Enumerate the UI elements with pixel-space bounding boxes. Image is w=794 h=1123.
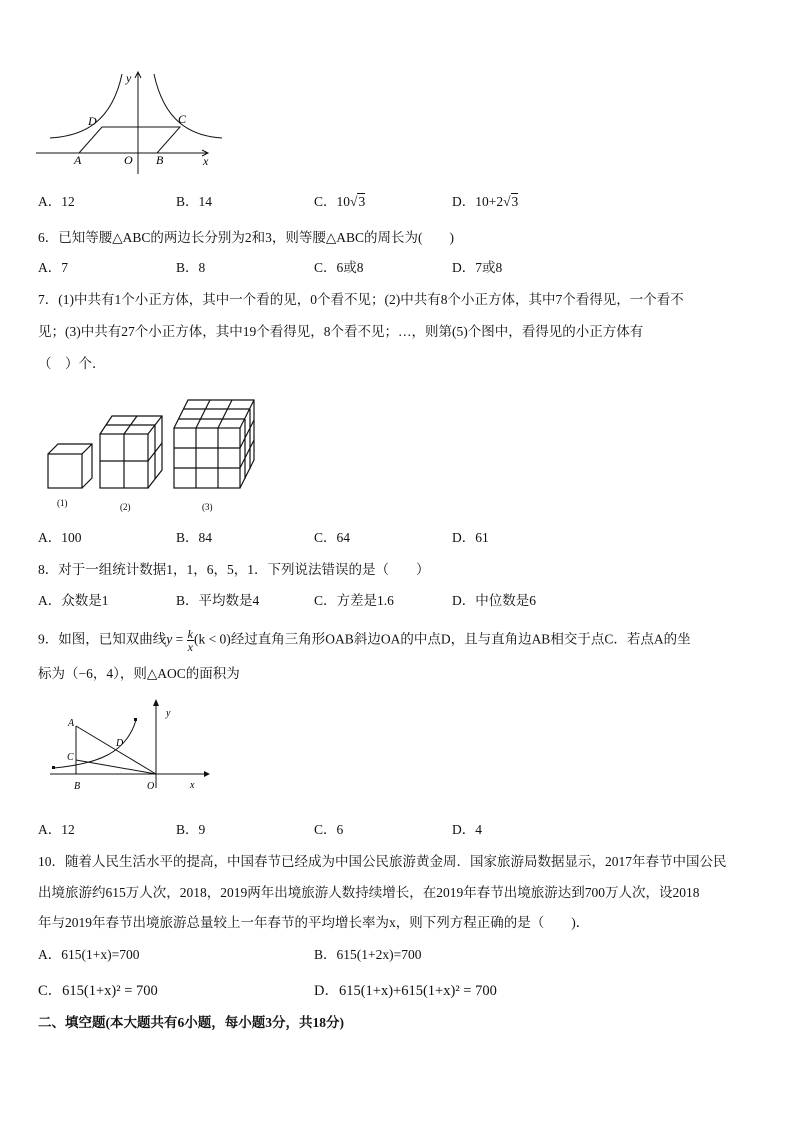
cube-1 <box>48 444 92 488</box>
cube-label-3: (3) <box>202 502 213 512</box>
q6-option-d[interactable]: D．7或8 <box>452 260 503 275</box>
curve-endpoint-left <box>52 766 55 769</box>
q9-suffix: 经过直角三角形OAB斜边OA的中点D，且与直角边AB相交于点C．若点A的坐 <box>230 631 691 647</box>
q5-option-c-radicand: 3 <box>358 194 366 209</box>
section-2-heading: 二、填空题(本大题共有6小题，每小题3分，共18分) <box>38 1015 344 1030</box>
cube-2 <box>100 416 162 488</box>
label-o: O <box>124 153 133 167</box>
cube-label-1: (1) <box>57 498 68 508</box>
q5-option-c-text: C．10 <box>314 194 351 209</box>
q9-frac-num: k <box>187 627 193 641</box>
label-x: x <box>190 780 195 791</box>
q5-figure <box>30 66 230 176</box>
q7-option-d[interactable]: D．61 <box>452 530 489 545</box>
q6-stem: 6．已知等腰△ABC的两边长分别为2和3，则等腰△ABC的周长为( ) <box>38 230 455 245</box>
q9-line1: 9．如图，已知双曲线y = $\frac{k}{x}$ (k < 0)经过直角三角形OAB斜边OA的中点D，且与直角边AB相交于点C．若点A的坐 <box>38 627 691 654</box>
label-b: B <box>156 153 164 167</box>
q5-option-d[interactable] <box>452 192 518 212</box>
q9-option-a[interactable]: A．12 <box>38 822 75 837</box>
q5-option-d-radicand: 3 <box>511 194 519 209</box>
q7-cubes-figure <box>40 392 280 520</box>
q7-option-c[interactable]: C．64 <box>314 530 351 545</box>
q5-option-d-text: D．10+2 <box>452 194 504 209</box>
left-hyperbola-branch <box>50 74 122 138</box>
curve-endpoint-right <box>134 718 137 721</box>
q10-line3: 年与2019年春节出境旅游总量较上一年春节的平均增长率为x，则下列方程正确的是（ )． <box>38 915 590 930</box>
cube-3 <box>174 400 254 488</box>
q7-line3: （ ）个． <box>38 356 106 371</box>
q5-option-b[interactable]: B．14 <box>176 194 213 209</box>
q9-option-b[interactable]: B．9 <box>176 822 206 837</box>
cube-label-2: (2) <box>120 502 131 512</box>
q7-option-a[interactable]: A．100 <box>38 530 82 545</box>
right-hyperbola-branch <box>154 74 222 138</box>
q7-line1: 7．(1)中共有1个小正方体，其中一个看的见，0个看不见；(2)中共有8个小正方体，其中7个看得见，一个看不 <box>38 292 684 307</box>
q8-option-a[interactable]: A．众数是1 <box>38 593 109 608</box>
q9-figure <box>46 696 216 796</box>
x-axis-arrow <box>204 771 210 777</box>
label-c: C <box>178 112 187 126</box>
q9-y-equals: y <box>166 631 173 647</box>
label-d: D <box>88 114 97 128</box>
label-a: A <box>74 153 82 167</box>
q8-option-b[interactable]: B．平均数是4 <box>176 593 260 608</box>
label-y: y <box>126 71 132 85</box>
label-d: D <box>116 738 124 749</box>
label-a: A <box>68 718 75 729</box>
q9-option-d[interactable]: D．4 <box>452 822 482 837</box>
q10-line1: 10．随着人民生活水平的提高，中国春节已经成为中国公民旅游黄金周．国家旅游局数据显示，2017年春节中国公民 <box>38 854 727 869</box>
label-x: x <box>203 154 209 168</box>
q10-option-c[interactable]: C．615(1+x)² = 700 <box>38 983 158 999</box>
q9-fraction <box>187 628 194 653</box>
label-o: O <box>147 781 155 792</box>
q10-option-d[interactable]: D．615(1+x)+615(1+x)² = 700 <box>314 983 497 999</box>
q7-option-b[interactable]: B．84 <box>176 530 213 545</box>
q9-condition: (k < 0) <box>193 631 231 647</box>
q10-option-b[interactable]: B．615(1+2x)=700 <box>314 947 422 962</box>
q7-line2: 见；(3)中共有27个小正方体，其中19个看得见，8个看不见；…，则第(5)个图中，看得见的小正方体有 <box>38 324 644 339</box>
parallelogram-abcd <box>79 127 180 153</box>
q9-line2: 标为（−6，4），则△AOC的面积为 <box>38 666 240 681</box>
q8-option-c[interactable]: C．方差是1.6 <box>314 593 394 608</box>
q9-frac-den: x <box>187 640 193 654</box>
q5-option-c-radical: √3 <box>350 194 366 209</box>
q10-option-a[interactable]: A．615(1+x)=700 <box>38 947 140 962</box>
q9-prefix: 9．如图，已知双曲线 <box>38 631 167 647</box>
q5-option-c[interactable] <box>314 192 365 212</box>
q5-option-a[interactable]: A．12 <box>38 194 75 209</box>
label-c: C <box>67 752 74 763</box>
y-axis-arrow <box>153 699 159 706</box>
label-y: y <box>166 708 171 719</box>
q5-option-d-radical: √3 <box>503 194 519 209</box>
q9-option-c[interactable]: C．6 <box>314 822 344 837</box>
q10-line2: 出境旅游约615万人次，2018，2019两年出境旅游人数持续增长，在2019年春节出境旅游达到700万人次，设2018 <box>38 885 700 900</box>
q6-option-b[interactable]: B．8 <box>176 260 206 275</box>
q6-option-c[interactable]: C．6或8 <box>314 260 364 275</box>
q6-option-a[interactable]: A．7 <box>38 260 68 275</box>
q8-stem: 8．对于一组统计数据1，1，6，5，1．下列说法错误的是（ ） <box>38 562 430 577</box>
label-b: B <box>74 781 81 792</box>
q8-option-d[interactable]: D．中位数是6 <box>452 593 536 608</box>
